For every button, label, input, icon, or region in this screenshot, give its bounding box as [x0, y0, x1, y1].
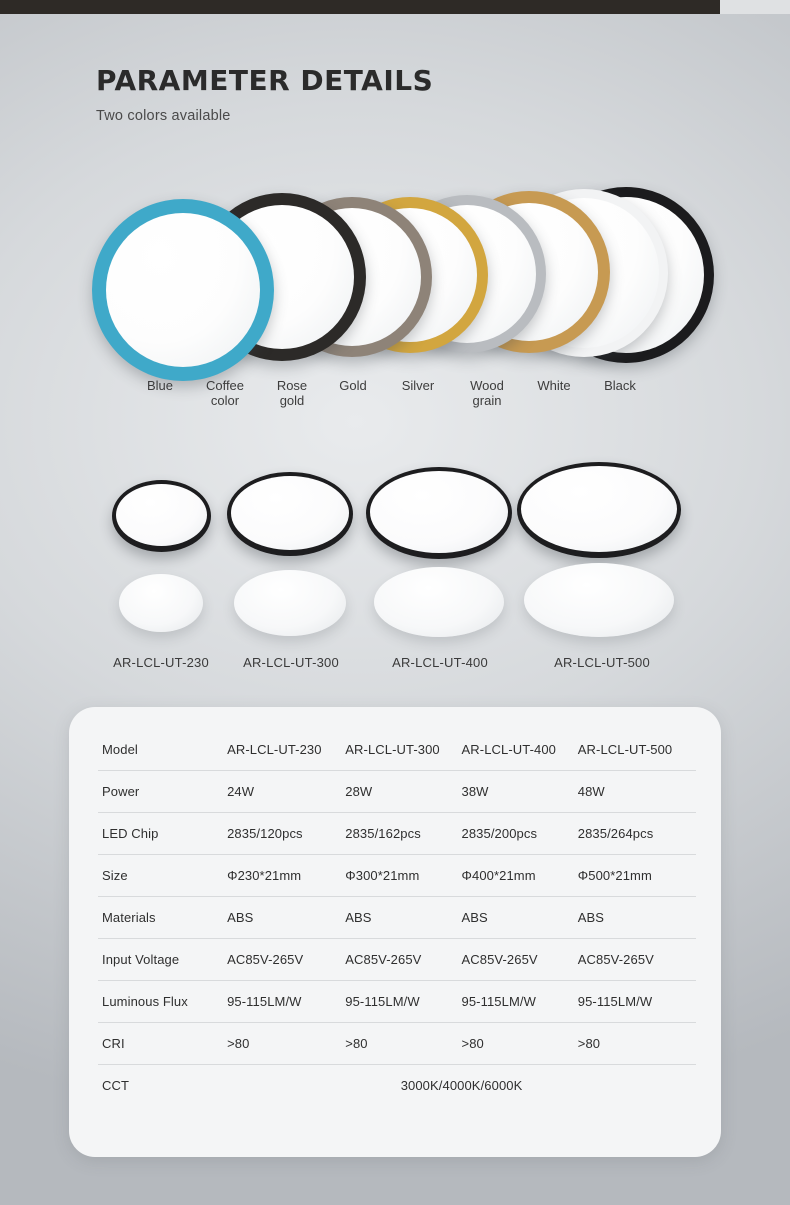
spec-row-label: Luminous Flux — [98, 981, 227, 1023]
color-swatch-label-line: Blue — [146, 378, 174, 393]
color-swatch-label-line: color — [210, 393, 240, 408]
color-swatch-label — [575, 378, 665, 393]
spec-row-value: AC85V-265V — [462, 939, 578, 981]
lamp-back-view[interactable] — [374, 567, 504, 637]
size-model-label: AR-LCL-UT-230 — [113, 655, 209, 670]
color-options-labels — [0, 378, 790, 418]
table-row — [98, 897, 696, 939]
spec-row-value: ABS — [345, 897, 461, 939]
specification-table — [98, 729, 696, 1106]
color-swatch-lamp[interactable] — [92, 199, 274, 381]
spec-row-value: AR-LCL-UT-500 — [578, 729, 696, 771]
spec-row-value: >80 — [462, 1023, 578, 1065]
spec-row-label: Model — [98, 729, 227, 771]
table-row — [98, 1065, 696, 1107]
spec-row-value: AC85V-265V — [578, 939, 696, 981]
spec-row-value: Φ300*21mm — [345, 855, 461, 897]
spec-row-value: 28W — [345, 771, 461, 813]
table-row — [98, 771, 696, 813]
table-row — [98, 855, 696, 897]
spec-row-label: CRI — [98, 1023, 227, 1065]
color-swatch-label-line: Wood — [470, 378, 504, 393]
table-row — [98, 1023, 696, 1065]
spec-row-value: ABS — [227, 897, 345, 939]
spec-row-value: 95-115LM/W — [345, 981, 461, 1023]
table-row — [98, 981, 696, 1023]
spec-row-value: 2835/162pcs — [345, 813, 461, 855]
page-subtitle: Two colors available — [96, 107, 231, 124]
size-model-label: AR-LCL-UT-500 — [554, 655, 650, 670]
spec-row-value: AR-LCL-UT-230 — [227, 729, 345, 771]
color-swatch-label-line: Gold — [339, 378, 367, 393]
lamp-diffuser — [116, 484, 207, 546]
table-row — [98, 813, 696, 855]
spec-row-label: CCT — [102, 1078, 130, 1093]
spec-row-label: Materials — [98, 897, 227, 939]
color-swatch-label-line: grain — [472, 393, 502, 408]
specification-table-body — [98, 729, 696, 1106]
spec-row-label: Size — [98, 855, 227, 897]
lamp-front-view[interactable] — [517, 462, 681, 558]
size-model-label: AR-LCL-UT-300 — [243, 655, 339, 670]
color-options-fan — [0, 175, 790, 375]
spec-row-value: >80 — [227, 1023, 345, 1065]
spec-row-value: 95-115LM/W — [462, 981, 578, 1023]
size-comparison-group — [0, 462, 790, 682]
top-banner-bar-right — [720, 0, 790, 14]
lamp-back-view[interactable] — [524, 563, 674, 637]
color-swatch-label-line: Coffee — [205, 378, 245, 393]
spec-row-value: AR-LCL-UT-300 — [345, 729, 461, 771]
spec-row-value: 24W — [227, 771, 345, 813]
color-swatch-label-line: Silver — [401, 378, 435, 393]
color-swatch-label-line: gold — [279, 393, 305, 408]
lamp-front-view[interactable] — [112, 480, 211, 552]
spec-row-value: >80 — [345, 1023, 461, 1065]
spec-row-value: >80 — [578, 1023, 696, 1065]
color-swatch-label-line: White — [537, 378, 571, 393]
spec-row-value: 95-115LM/W — [227, 981, 345, 1023]
page-header — [96, 66, 433, 124]
spec-row-value: 95-115LM/W — [578, 981, 696, 1023]
specification-card — [69, 707, 721, 1157]
lamp-back-view[interactable] — [234, 570, 346, 636]
spec-row-value: Φ400*21mm — [462, 855, 578, 897]
lamp-diffuser — [106, 213, 260, 367]
spec-row-value: 2835/264pcs — [578, 813, 696, 855]
lamp-diffuser — [521, 466, 677, 552]
spec-row-label: LED Chip — [98, 813, 227, 855]
spec-row-value: Φ230*21mm — [227, 855, 345, 897]
table-row — [98, 939, 696, 981]
spec-row-value: ABS — [462, 897, 578, 939]
spec-row-value: ABS — [578, 897, 696, 939]
spec-row-value: Φ500*21mm — [578, 855, 696, 897]
lamp-back-view[interactable] — [119, 574, 203, 632]
spec-row-value: 38W — [462, 771, 578, 813]
lamp-front-view[interactable] — [227, 472, 353, 556]
spec-row-value: 48W — [578, 771, 696, 813]
size-model-label: AR-LCL-UT-400 — [392, 655, 488, 670]
spec-row-value: AR-LCL-UT-400 — [462, 729, 578, 771]
page-title: PARAMETER DETAILS — [96, 64, 434, 97]
lamp-diffuser — [370, 471, 508, 553]
top-banner-bar — [0, 0, 790, 14]
color-swatch-label-line: Rose — [276, 378, 308, 393]
color-swatch-label-line: Black — [604, 378, 636, 393]
spec-row-value: AC85V-265V — [227, 939, 345, 981]
table-row — [98, 729, 696, 771]
spec-row-value: 2835/120pcs — [227, 813, 345, 855]
lamp-diffuser — [231, 476, 349, 550]
spec-row-label: Input Voltage — [98, 939, 227, 981]
lamp-front-view[interactable] — [366, 467, 512, 559]
spec-row-label: Power — [98, 771, 227, 813]
spec-row-value: 2835/200pcs — [462, 813, 578, 855]
spec-row-value-merged: 3000K/4000K/6000K — [400, 1078, 523, 1093]
spec-row-value: AC85V-265V — [345, 939, 461, 981]
